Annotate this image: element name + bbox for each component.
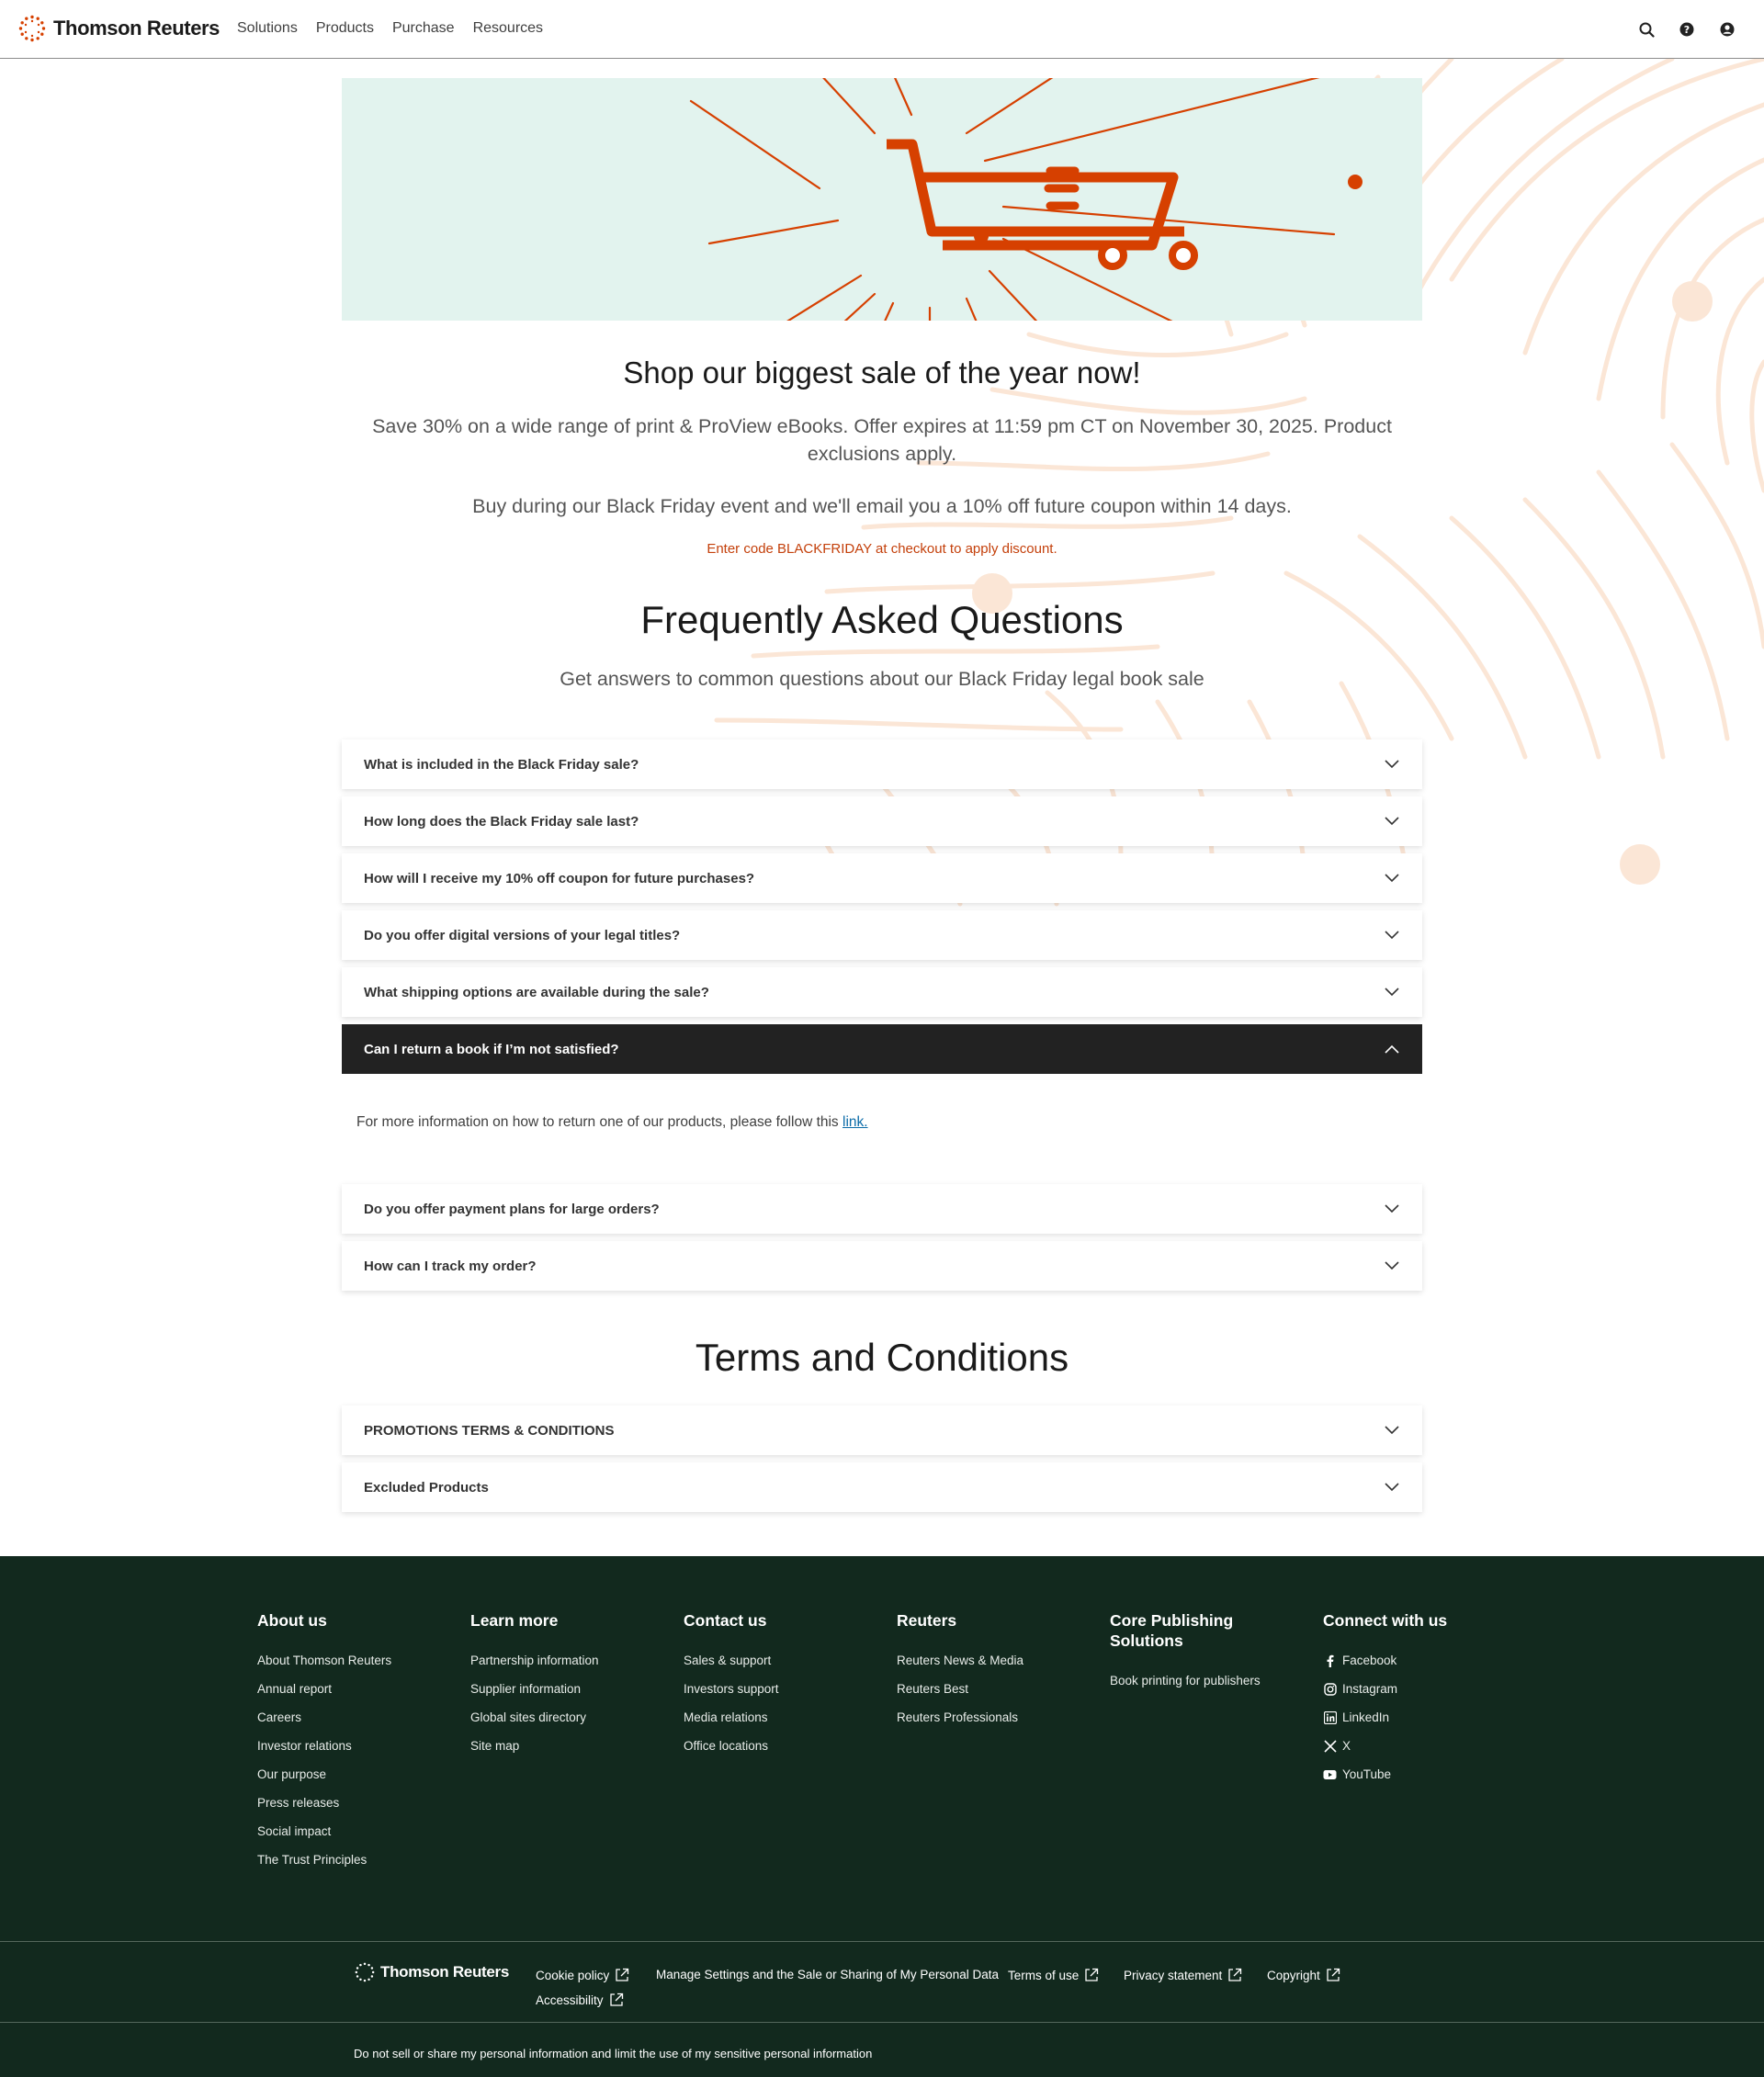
footer-column-contact [684,1610,867,1760]
nav-item-solutions[interactable]: Solutions [237,20,298,36]
footer-link[interactable]: Site map [470,1739,520,1753]
instagram-icon [1323,1682,1337,1696]
social-link-label: X [1342,1739,1351,1753]
external-link-icon [609,1992,624,2007]
nav-item-purchase[interactable]: Purchase [391,20,455,36]
social-link-facebook[interactable] [1323,1646,1507,1675]
faq-item[interactable] [342,910,1422,960]
footer-link[interactable]: Reuters Professionals [897,1710,1019,1724]
help-icon[interactable] [1675,18,1699,40]
thomson-reuters-logo[interactable] [18,15,220,42]
external-link-icon [615,1968,629,1982]
footer-link[interactable]: About Thomson Reuters [257,1654,392,1667]
social-link-linkedin[interactable] [1323,1703,1507,1732]
social-link-label: YouTube [1342,1767,1392,1781]
footer-column-title: Core Publishing Solutions [1110,1611,1234,1650]
facebook-icon [1323,1654,1337,1667]
site-footer [0,1556,1764,2077]
promo-code-note: Enter code BLACKFRIDAY at checkout to apply discount. [707,541,1057,557]
footer-brand-name: Thomson Reuters [380,1963,510,1981]
social-link-x[interactable] [1323,1732,1507,1760]
faq-question: How will I receive my 10% off coupon for future purchases? [364,870,755,886]
nav-item-resources[interactable]: Resources [472,20,544,36]
legal-link-label: Copyright [1267,1968,1320,1982]
social-link-label: Instagram [1342,1682,1398,1696]
reuters-dots-icon [355,1962,375,1982]
faq-answer-text: For more information on how to return one of our products, please follow this [356,1114,842,1130]
footer-column-title: Contact us [684,1611,767,1630]
footer-column-learn-more [470,1610,654,1760]
legal-link-label: Cookie policy [536,1968,610,1982]
footer-column-about [257,1610,441,1874]
footer-link[interactable]: Our purpose [257,1767,327,1781]
reuters-dots-icon [18,15,46,42]
footer-column-title: Reuters [897,1611,957,1630]
legal-link-label: Terms of use [1008,1968,1080,1982]
brand-name: Thomson Reuters [53,17,220,40]
footer-column-title: Learn more [470,1611,559,1630]
top-navigation-bar [0,0,1764,59]
faq-question: Can I return a book if I’m not satisfied? [364,1041,619,1057]
chevron-down-icon [1384,816,1400,827]
nav-item-products[interactable]: Products [315,20,374,36]
chevron-down-icon [1384,1425,1400,1436]
faq-item[interactable] [342,967,1422,1017]
svg-text:?: ? [1683,24,1690,36]
chevron-down-icon [1384,930,1400,941]
faq-answer [356,1114,868,1131]
x-icon [1323,1739,1337,1753]
faq-question: How can I track my order? [364,1258,537,1274]
terms-item[interactable] [342,1462,1422,1512]
footer-link[interactable]: Supplier information [470,1682,582,1696]
faq-item[interactable] [342,853,1422,903]
footer-link[interactable]: Investors support [684,1682,779,1696]
terms-item-label: PROMOTIONS TERMS & CONDITIONS [364,1422,615,1439]
main-content [0,59,1764,1556]
promo-coupon-text: Buy during our Black Friday event and we'll email you a 10% off future coupon within 14 days. [472,495,1292,517]
external-link-icon [1227,1968,1242,1982]
faq-question: What is included in the Black Friday sale? [364,756,639,773]
main-nav [237,20,543,37]
hero-banner [342,78,1422,321]
legal-link-label: Accessibility [536,1992,604,2007]
faq-item[interactable] [342,1241,1422,1291]
faq-question: How long does the Black Friday sale last? [364,813,639,830]
footer-link[interactable]: Global sites directory [470,1710,587,1724]
footer-divider [0,2022,1764,2023]
footer-link[interactable]: Careers [257,1710,302,1724]
search-icon[interactable] [1634,18,1658,40]
return-policy-link[interactable]: link. [842,1114,868,1130]
faq-item[interactable] [342,796,1422,846]
legal-link-label: Privacy statement [1124,1968,1223,1982]
linkedin-icon [1323,1710,1337,1724]
social-link-instagram[interactable] [1323,1675,1507,1703]
promo-title: Shop our biggest sale of the year now! [623,356,1141,389]
faq-question: What shipping options are available during the sale? [364,984,709,1000]
chevron-down-icon [1384,987,1400,998]
footer-link[interactable]: Social impact [257,1824,332,1838]
copyright-link[interactable] [1267,1968,1340,1982]
chevron-up-icon [1384,1044,1400,1055]
social-link-label: Facebook [1342,1654,1397,1667]
footer-column-core-publishing [1110,1610,1266,1695]
chevron-down-icon [1384,1482,1400,1493]
faq-subtitle: Get answers to common questions about our Black Friday legal book sale [560,668,1204,690]
external-link-icon [1326,1968,1340,1982]
youtube-icon [1323,1767,1337,1781]
faq-item-expanded[interactable] [342,1024,1422,1074]
footer-divider [0,1941,1764,1942]
chevron-down-icon [1384,1203,1400,1214]
footer-link[interactable]: The Trust Principles [257,1853,368,1867]
chevron-down-icon [1384,873,1400,884]
faq-item[interactable] [342,1184,1422,1234]
external-link-icon [1084,1968,1099,1982]
terms-of-use-link[interactable] [1008,1968,1099,1982]
terms-title: Terms and Conditions [695,1336,1069,1379]
footer-column-reuters [897,1610,1080,1732]
footer-link[interactable]: Annual report [257,1682,333,1696]
chevron-down-icon [1384,1260,1400,1271]
terms-item[interactable] [342,1405,1422,1455]
footer-link[interactable]: Book printing for publishers [1110,1674,1261,1688]
footer-link[interactable]: Investor relations [257,1739,352,1753]
shopping-cart-illustration [342,78,1422,321]
footer-link[interactable]: Reuters News & Media [897,1654,1024,1667]
privacy-statement-link[interactable] [1124,1968,1242,1982]
footer-thomson-reuters-logo[interactable] [355,1962,509,1982]
footer-column-title: Connect with us [1323,1611,1448,1630]
footer-column-title: About us [257,1611,327,1630]
manage-personal-data-link[interactable] [656,1968,999,1981]
footer-link[interactable]: Sales & support [684,1654,772,1667]
faq-question: Do you offer payment plans for large orders? [364,1201,660,1217]
faq-title: Frequently Asked Questions [640,598,1124,641]
chevron-down-icon [1384,759,1400,770]
promo-offer-text: Save 30% on a wide range of print & ProView eBooks. Offer expires at 11:59 pm CT on November 30, 2025. Product exclusions apply. [372,415,1392,465]
do-not-sell-link[interactable]: Do not sell or share my personal information and limit the use of my sensitive personal information [354,2047,873,2060]
footer-link[interactable]: Partnership information [470,1654,599,1667]
social-link-label: LinkedIn [1342,1710,1390,1724]
footer-link[interactable]: Office locations [684,1739,769,1753]
terms-item-label: Excluded Products [364,1479,489,1496]
footer-link[interactable]: Media relations [684,1710,768,1724]
footer-link[interactable]: Press releases [257,1796,340,1810]
faq-item[interactable] [342,739,1422,789]
cookie-policy-link[interactable] [536,1968,629,1982]
faq-question: Do you offer digital versions of your legal titles? [364,927,681,943]
footer-column-connect [1323,1610,1507,1789]
accessibility-link[interactable] [536,1992,624,2007]
account-icon[interactable] [1715,18,1739,40]
social-link-youtube[interactable] [1323,1760,1507,1789]
legal-link-label: Manage Settings and the Sale or Sharing of My Personal Data [656,1968,999,1981]
footer-link[interactable]: Reuters Best [897,1682,969,1696]
